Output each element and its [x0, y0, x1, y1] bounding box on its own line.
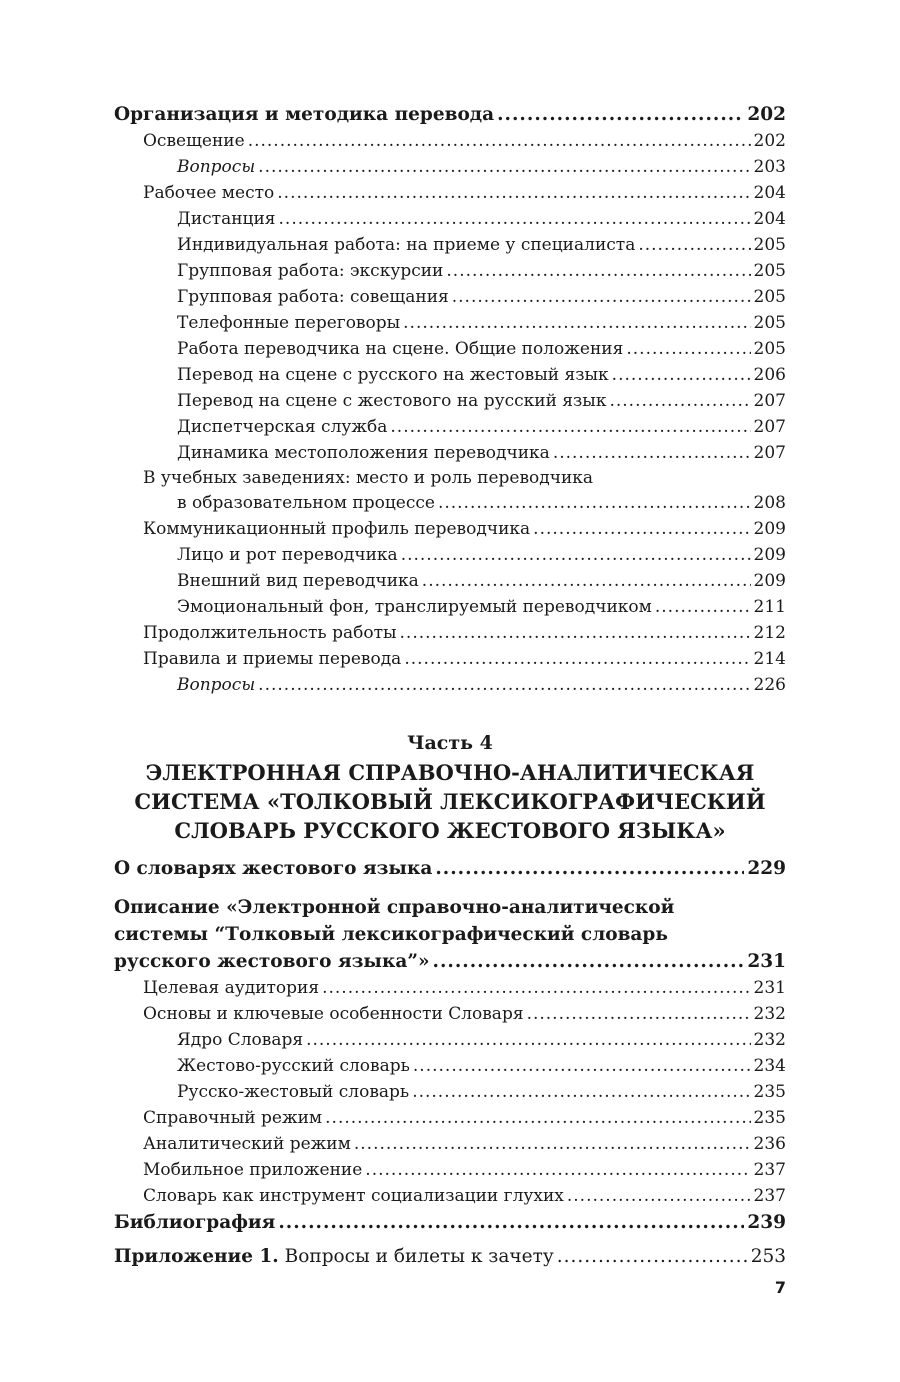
toc-entry-page: 203	[753, 157, 786, 177]
appendix-title: Вопросы и билеты к зачету	[278, 1246, 554, 1267]
toc-entry-title: Организация и методика перевода	[114, 104, 495, 125]
toc-entry-title: Перевод на сцене с жестового на русский язык	[177, 391, 607, 411]
toc-entry-page: 237	[753, 1186, 786, 1206]
toc-entry-title: Групповая работа: экскурсии	[177, 261, 444, 281]
toc-entry-page: 202	[753, 131, 786, 151]
toc-leader-dots	[401, 542, 751, 568]
toc-entry-title-line2: в образовательном процессе	[177, 493, 435, 513]
toc-entry-title-line1: В учебных заведениях: место и роль переводчика	[143, 468, 594, 488]
toc-entry-page: 232	[753, 1004, 786, 1024]
toc-entry	[114, 206, 786, 232]
toc-leader-dots	[390, 414, 750, 440]
toc-entry-title: Правила и приемы перевода	[143, 649, 402, 669]
toc-leader-dots	[567, 1183, 751, 1209]
toc-section-title-line1: Описание «Электронной справочно-аналитической	[114, 897, 675, 918]
toc-leader-dots	[452, 284, 751, 310]
page-number: 7	[774, 1278, 786, 1297]
toc-entry-title: Вопросы	[177, 157, 256, 177]
toc-leader-dots	[278, 1209, 744, 1236]
toc-entry	[114, 646, 786, 672]
toc-entry	[114, 388, 786, 414]
toc-entry	[114, 568, 786, 594]
toc-leader-dots	[626, 336, 750, 362]
toc-entry	[114, 232, 786, 258]
toc-entry	[114, 490, 786, 516]
toc-entry-page: 208	[753, 493, 786, 513]
toc-appendix-entry	[114, 1243, 786, 1270]
toc-entry-title: Перевод на сцене с русского на жестовый язык	[177, 365, 609, 385]
toc-entry	[114, 542, 786, 568]
toc-entry-page: 205	[753, 313, 786, 333]
part-heading	[114, 729, 786, 845]
toc-entry-title: Коммуникационный профиль переводчика	[143, 519, 531, 539]
toc-entry	[114, 1079, 786, 1105]
toc-leader-dots	[638, 232, 750, 258]
toc-entry	[114, 336, 786, 362]
toc-entry-page: 231	[747, 951, 786, 972]
toc-entry-title: Динамика местоположения переводчика	[177, 443, 550, 463]
toc-entry	[114, 128, 786, 154]
toc-entry-multiline	[114, 466, 786, 490]
toc-leader-dots	[306, 1027, 750, 1053]
toc-entry-page: 231	[753, 978, 786, 998]
toc-entry-page: 211	[753, 597, 786, 617]
toc-leader-dots	[325, 1105, 750, 1131]
toc-entry-title: Телефонные переговоры	[177, 313, 401, 333]
toc-entry-page: 236	[753, 1134, 786, 1154]
toc-entry-page: 205	[753, 287, 786, 307]
toc-entry	[114, 975, 786, 1001]
toc-entry	[114, 1131, 786, 1157]
toc-entry	[114, 414, 786, 440]
toc-entry-title: Продолжительность работы	[143, 623, 397, 643]
toc-leader-dots	[553, 440, 751, 466]
toc-leader-dots	[277, 180, 750, 206]
toc-entry	[114, 180, 786, 206]
toc-section-heading-multiline	[114, 894, 786, 948]
toc-entry-page: 207	[753, 443, 786, 463]
toc-leader-dots	[433, 948, 745, 975]
toc-entry-page: 205	[753, 339, 786, 359]
toc-entry-title: Эмоциональный фон, транслируемый переводчиком	[177, 597, 652, 617]
toc-entry-title: Жестово-русский словарь	[177, 1056, 410, 1076]
toc-entry-page: 209	[753, 571, 786, 591]
toc-entry-page: 253	[750, 1246, 786, 1267]
toc-leader-dots	[404, 646, 750, 672]
toc-entry-page: 207	[753, 391, 786, 411]
toc-entry-title: Внешний вид переводчика	[177, 571, 419, 591]
toc-leader-dots	[438, 490, 751, 516]
toc-entry-title: Ядро Словаря	[177, 1030, 304, 1050]
toc-entry	[114, 362, 786, 388]
part-number: Часть 4	[407, 732, 493, 754]
toc-leader-dots	[435, 855, 744, 882]
toc-entry-page: 232	[753, 1030, 786, 1050]
part-title: ЭЛЕКТРОННАЯ СПРАВОЧНО-АНАЛИТИЧЕСКАЯ СИСТЕМА «ТОЛКОВЫЙ ЛЕКСИКОГРАФИЧЕСКИЙ СЛОВАРЬ РУССКОГО ЖЕСТОВОГО ЯЗЫКА»	[134, 760, 766, 843]
toc-entry-title: Освещение	[143, 131, 245, 151]
toc-entry-title: Диспетчерская служба	[177, 417, 388, 437]
toc-entry-title: О словарях жестового языка	[114, 858, 433, 879]
toc-entry-title: Библиография	[114, 1212, 276, 1233]
toc-leader-dots	[609, 388, 750, 414]
toc-entry-page: 235	[753, 1108, 786, 1128]
toc-entry-page: 235	[753, 1082, 786, 1102]
toc-section-heading	[114, 101, 786, 128]
toc-section-heading	[114, 855, 786, 882]
toc-entry	[114, 1001, 786, 1027]
toc-entry-title: Словарь как инструмент социализации глухих	[143, 1186, 564, 1206]
toc-entry-page: 229	[747, 858, 786, 879]
toc-leader-dots	[322, 975, 750, 1001]
toc-entry-page: 239	[747, 1212, 786, 1233]
toc-entry	[114, 258, 786, 284]
toc-entry-title: Русско-жестовый словарь	[177, 1082, 410, 1102]
toc-entry-title: Аналитический режим	[143, 1134, 351, 1154]
toc-entry	[114, 594, 786, 620]
toc-leader-dots	[497, 101, 744, 128]
toc-entry-page: 234	[753, 1056, 786, 1076]
toc-entry-title: Дистанция	[177, 209, 276, 229]
toc-leader-dots	[612, 362, 751, 388]
toc-leader-dots	[279, 206, 751, 232]
toc-leader-dots	[533, 516, 750, 542]
toc-leader-dots	[527, 1001, 751, 1027]
toc-section-title-line2: системы “Толковый лексикографический словарь	[114, 924, 668, 945]
toc-entry	[114, 1183, 786, 1209]
toc-entry-title: Основы и ключевые особенности Словаря	[143, 1004, 524, 1024]
toc-leader-dots	[258, 154, 750, 180]
toc-entry	[114, 1027, 786, 1053]
toc-entry-page: 204	[753, 209, 786, 229]
toc-leader-dots	[400, 620, 751, 646]
toc-entry-title: Справочный режим	[143, 1108, 323, 1128]
toc-entry-title: Рабочее место	[143, 183, 275, 203]
toc-section-heading	[114, 948, 786, 975]
toc-entry-page: 205	[753, 261, 786, 281]
toc-entry-title: Вопросы	[177, 675, 256, 695]
toc-section-title-line3: русского жестового языка”»	[114, 951, 430, 972]
toc-entry-page: 209	[753, 519, 786, 539]
toc-entry-page: 214	[753, 649, 786, 669]
toc-entry-page: 202	[747, 104, 786, 125]
toc-leader-dots	[413, 1053, 751, 1079]
toc-section-heading	[114, 1209, 786, 1236]
toc-leader-dots	[557, 1243, 748, 1270]
toc-entry	[114, 620, 786, 646]
toc-entry-title: Целевая аудитория	[143, 978, 320, 998]
toc-entry	[114, 284, 786, 310]
table-of-contents	[114, 101, 786, 1270]
toc-entry-title: Индивидуальная работа: на приеме у специалиста	[177, 235, 636, 255]
toc-entry-page: 226	[753, 675, 786, 695]
toc-leader-dots	[403, 310, 750, 336]
toc-entry-page: 204	[753, 183, 786, 203]
toc-leader-dots	[248, 128, 751, 154]
toc-leader-dots	[365, 1157, 750, 1183]
toc-entry-page: 209	[753, 545, 786, 565]
toc-entry	[114, 1105, 786, 1131]
toc-leader-dots	[422, 568, 751, 594]
toc-entry-title: Работа переводчика на сцене. Общие положения	[177, 339, 624, 359]
toc-entry	[114, 1157, 786, 1183]
toc-entry-page: 212	[753, 623, 786, 643]
toc-entry-page: 207	[753, 417, 786, 437]
toc-entry	[114, 154, 786, 180]
toc-entry	[114, 440, 786, 466]
toc-leader-dots	[412, 1079, 750, 1105]
toc-entry-page: 237	[753, 1160, 786, 1180]
toc-entry	[114, 516, 786, 542]
toc-leader-dots	[354, 1131, 751, 1157]
toc-entry-page: 206	[753, 365, 786, 385]
appendix-label: Приложение 1.	[114, 1246, 279, 1267]
toc-leader-dots	[258, 672, 750, 698]
toc-entry-page: 205	[753, 235, 786, 255]
toc-entry-title: Мобильное приложение	[143, 1160, 363, 1180]
toc-entry	[114, 1053, 786, 1079]
toc-entry	[114, 672, 786, 698]
toc-entry-title: Групповая работа: совещания	[177, 287, 449, 307]
toc-leader-dots	[655, 594, 751, 620]
toc-entry-title: Лицо и рот переводчика	[177, 545, 398, 565]
toc-entry	[114, 310, 786, 336]
toc-leader-dots	[446, 258, 750, 284]
